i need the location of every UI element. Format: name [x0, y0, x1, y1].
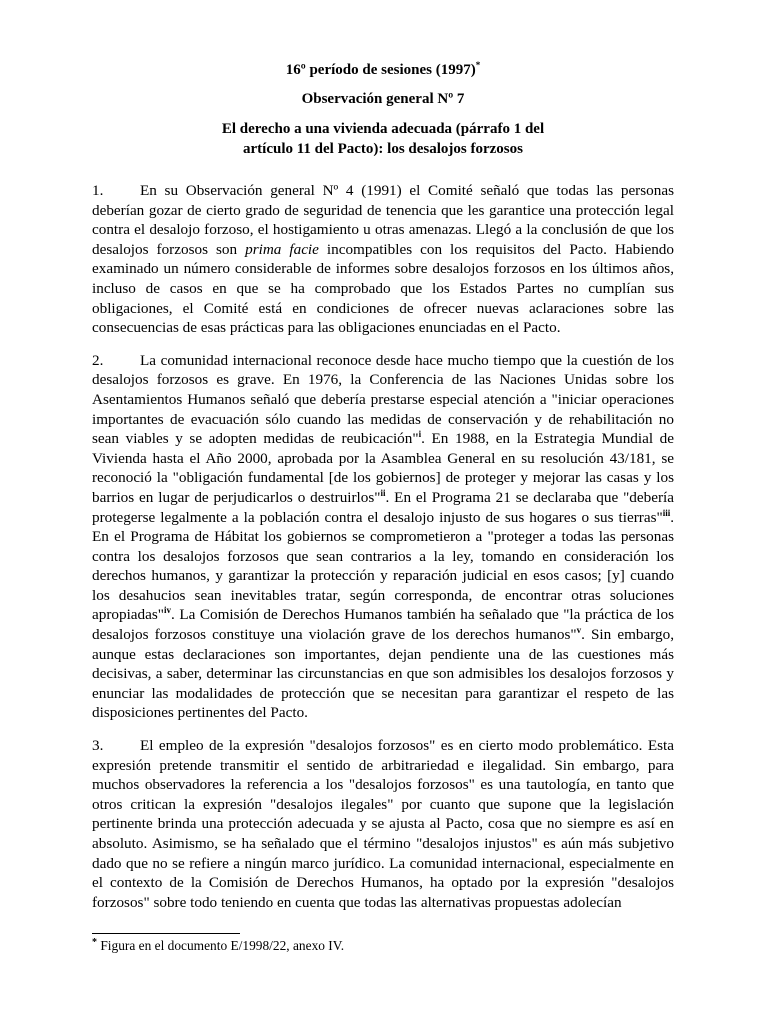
- title-line-2: artículo 11 del Pacto): los desalojos forzosos: [243, 140, 523, 157]
- endnote-ref[interactable]: iv: [164, 605, 172, 616]
- paragraph-text: La comunidad internacional reconoce desde hace mucho tiempo que la cuestión de los desalojos forzosos es grave. En 1976, la Conferencia de las Naciones Unidas sobre los Asentamientos Humanos señaló que debería prestarse especial atención a "iniciar operaciones importantes de evacuación sólo cuando las medidas de conservación y de rehabilitación no sean viables y se adopten medidas de reubicación": [92, 351, 674, 448]
- footnote-divider: [92, 933, 240, 934]
- paragraph-text: . La Comisión de Derechos Humanos también ha señalado que "la práctica de los desalojos forzosos constituye una violación grave de los derechos humanos": [92, 606, 674, 644]
- paragraph-number: 1.: [92, 182, 104, 199]
- document-title: [92, 120, 674, 159]
- paragraph-text: El empleo de la expresión "desalojos forzosos" es en cierto modo problemático. Esta expresión pretende transmitir el sentido de arbitrariedad e ilegalidad. Sin embargo, para muchos observadores la referencia a los "desalojos forzosos" es una tautología, en tanto que otros critican la expresión "desalojos ilegales" por cuanto que supone que la legislación pertinente brinda una protección adecuada y se ajusta al Pacto, cosa que no siempre es así en absoluto. Asimismo, se ha señalado que el término "desalojos injustos" es aún más subjetivo dado que no se refiere a ningún marco jurídico. La comunidad internacional, especialmente en el contexto de la Comisión de Derechos Humanos, ha optado por la expresión "desalojos forzosos" sobre todo teniendo en cuenta que todas las alternativas propuestas adolecían: [92, 737, 674, 911]
- session-text: 16º período de sesiones (1997): [285, 62, 476, 78]
- document-page: [92, 62, 674, 925]
- observation-heading: Observación general Nº 7: [301, 91, 465, 107]
- paragraph-3: [92, 736, 674, 912]
- paragraph-1: [92, 181, 674, 338]
- endnote-ref[interactable]: iii: [662, 507, 671, 518]
- paragraph-number: 3.: [92, 737, 104, 755]
- paragraph-text: En su Observación general Nº 4 (1991) el Comité señaló que todas las personas deberían gozar de cierto grado de seguridad de tenencia que les garantice una protección legal contra el desalojo forzoso, el hostigamiento u otras amenazas. Llegó a la conclusión de que los desalojos forzosos son: [92, 182, 674, 258]
- endnote-ref[interactable]: v: [576, 625, 582, 636]
- italic-term: prima facie: [245, 240, 319, 258]
- title-line-1: El derecho a una vivienda adecuada (párrafo 1 del: [221, 121, 545, 137]
- endnote-ref[interactable]: i: [418, 429, 422, 440]
- endnote-ref[interactable]: ii: [380, 487, 386, 498]
- paragraph-text: . En 1988, en la Estrategia Mundial de Vivienda hasta el Año 2000, aprobada por la Asamblea General en su resolución 43/181, se reconoció la "obligación fundamental [de los gobiernos] de proteger y mejorar las casas y los barrios en lugar de perjudicarlos o destruirlos": [92, 430, 675, 506]
- footnote: [92, 938, 344, 954]
- footnote-text: Figura en el documento E/1998/22, anexo IV.: [97, 938, 345, 953]
- paragraph-number: 2.: [92, 351, 104, 369]
- paragraph-text: . En el Programa de Hábitat los gobiernos se comprometieron a "proteger a todas las personas contra los desalojos forzosos que sean contrarios a la ley, tomando en consideración los derechos humanos, y garantizar la protección y reparación judicial en esos casos; [y] cuando los desahucios sean inevitables tratar, según corresponda, de encontrar otras soluciones apropiadas": [92, 508, 674, 624]
- footnote-mark: *: [92, 937, 97, 948]
- session-heading: [92, 62, 674, 79]
- paragraph-2: [92, 351, 674, 723]
- paragraph-text: incompatibles con los requisitos del Pacto. Habiendo examinado un número considerable de informes sobre desalojos forzosos en los últimos años, incluso de casos en que se ha comprobado que los Estados Partes no cumplían sus obligaciones, el Comité está en condiciones de ofrecer nuevas aclaraciones sobre las consecuencias de esas prácticas para las obligaciones enunciadas en el Pacto.: [92, 240, 674, 337]
- footnote-marker[interactable]: *: [475, 60, 481, 70]
- paragraph-text: . Sin embargo, aunque estas declaraciones son importantes, dejan pendiente una de las cuestiones más decisivas, a saber, determinar las circunstancias en que son admisibles los desalojos forzosos y enunciar las modalidades de protección que se necesitan para garantizar el respeto de las disposiciones pertinentes del Pacto.: [92, 626, 674, 722]
- paragraph-text: . En el Programa 21 se declaraba que "debería protegerse legalmente a la población contra el desalojo injusto de sus hogares o sus tierras": [92, 488, 674, 526]
